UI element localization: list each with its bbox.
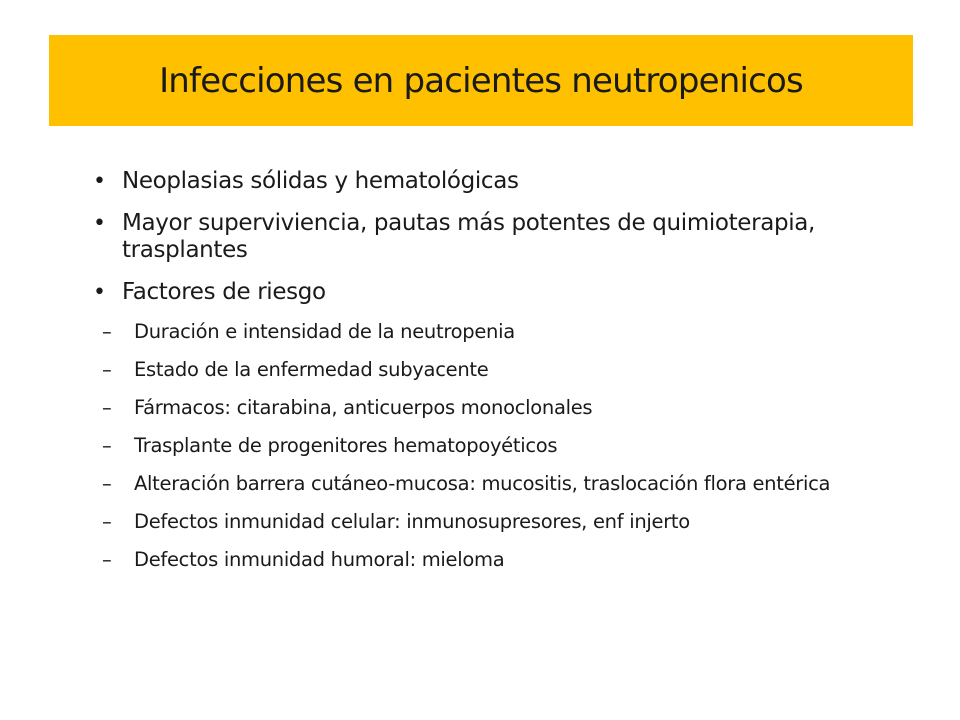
sub-bullet-text: Defectos inmunidad humoral: mieloma: [134, 548, 505, 571]
slide-title: Infecciones en pacientes neutropenicos: [159, 60, 803, 101]
sub-bullet-item: [0, 321, 894, 343]
sub-bullet-text: Trasplante de progenitores hematopoyéticos: [134, 434, 558, 457]
sub-bullet-item: [0, 473, 894, 495]
sub-bullet-text: Defectos inmunidad celular: inmunosupresores, enf injerto: [134, 510, 690, 533]
bullet-text: Mayor superviviencia, pautas más potentes de quimioterapia, trasplantes: [122, 210, 815, 263]
sub-bullet-item: [0, 435, 894, 457]
sub-bullet-item: [0, 397, 894, 419]
bullet-text: Neoplasias sólidas y hematológicas: [122, 168, 519, 194]
bullet-list: [0, 168, 960, 587]
risk-factor-list: [0, 321, 960, 571]
sub-bullet-text: Fármacos: citarabina, anticuerpos monoclonales: [134, 396, 593, 419]
bullet-text: Factores de riesgo: [122, 279, 326, 305]
dash-icon: –: [102, 472, 112, 495]
sub-bullet-text: Estado de la enfermedad subyacente: [134, 358, 489, 381]
title-band: [49, 35, 913, 126]
bullet-icon: •: [93, 211, 106, 236]
sub-bullet-group: [0, 321, 960, 571]
bullet-icon: •: [93, 169, 106, 194]
sub-bullet-item: [0, 549, 894, 571]
bullet-item: [0, 279, 892, 306]
sub-bullet-item: [0, 511, 894, 533]
dash-icon: –: [102, 358, 112, 381]
dash-icon: –: [102, 396, 112, 419]
bullet-icon: •: [93, 280, 106, 305]
dash-icon: –: [102, 434, 112, 457]
sub-bullet-text: Alteración barrera cutáneo-mucosa: mucositis, traslocación flora entérica: [134, 472, 831, 495]
sub-bullet-item: [0, 359, 894, 381]
dash-icon: –: [102, 320, 112, 343]
sub-bullet-text: Duración e intensidad de la neutropenia: [134, 320, 515, 343]
dash-icon: –: [102, 548, 112, 571]
bullet-item: [0, 210, 892, 264]
bullet-item: [0, 168, 892, 195]
dash-icon: –: [102, 510, 112, 533]
